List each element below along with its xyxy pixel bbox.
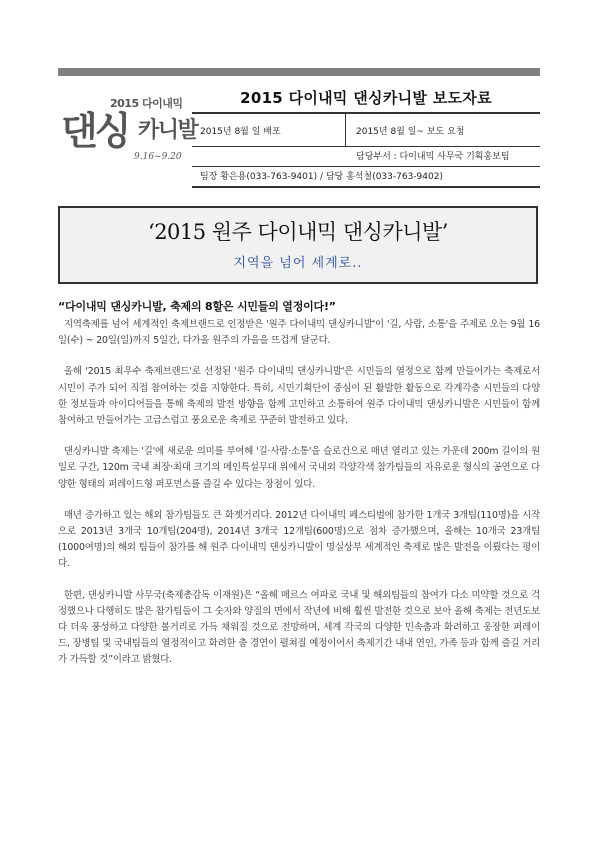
headline: “다이내믹 댄싱카니발, 축제의 8할은 시민들의 열정이다!” <box>58 300 336 313</box>
press-release-title: 2015 다이내믹 댄싱카니발 보도자료 <box>240 89 492 107</box>
logo-main-text: 댄싱 <box>61 108 129 153</box>
department: 담당부서 : 다이내믹 사무국 기획홍보팀 <box>356 152 510 162</box>
header-divider <box>192 166 540 167</box>
paragraph-gap <box>58 573 540 588</box>
paragraph: 지역축제를 넘어 세계적인 축제브랜드로 인정받은 '원주 다이내믹 댄싱카니발'이 '길, 사람, 소통'을 주제로 오는 9월 16일(수) ~ 20일(일)까지 5일간, 다가올 원주의 가을을 뜨겁게 달군다. <box>58 319 540 347</box>
header-top-bar <box>58 68 540 76</box>
paragraph-gap <box>58 429 540 444</box>
distribution-date: 2015년 8월 일 배포 <box>200 127 281 137</box>
subtitle: 지역을 넘어 세계로.. <box>233 256 363 271</box>
title-box <box>58 206 538 284</box>
contacts: 팀장 황은용(033-763-9401) / 담당 홍석철(033-763-9402) <box>200 172 443 182</box>
paragraph: 올해 '2015 최우수 축제브랜드'로 선정된 '원주 다이내믹 댄싱카니발'은 시민들의 열정으로 함께 만들어가는 축제로서 시민이 주가 되어 직접 참여하는 것을 지향한다. 특히, 시민기획단이 중심이 된 활발한 활동으로 각계각층 시민들의 다양한 정보들과 아이디어들을 통해 축제의 발전 방향을 함께 고민하고 소통하여 원주 다이내믹 댄싱카니발은 시민들이 함께 참여하고 만들어가는 고급스럽고 풍요로운 축제로 꾸준히 발전하고 있다. <box>58 366 540 427</box>
festival-logo <box>58 80 198 188</box>
header-divider <box>192 146 540 147</box>
article-body <box>58 299 540 669</box>
paragraph-gap <box>58 349 540 364</box>
logo-sub-text: 카니발 <box>138 117 198 143</box>
header-divider <box>192 186 540 188</box>
header-divider <box>192 112 540 114</box>
header-column-divider <box>345 114 346 146</box>
paragraph: 한편, 댄싱카니발 사무국(축제총감독 이재원)은 “올해 메르스 여파로 국내 및 해외팀들의 참여가 다소 미약할 것으로 걱정했으나 다행히도 많은 참가팀들이 그 숫자와 양질의 면에서 작년에 비해 훨씬 발전한 것으로 보아 올해 축제는 전년도보다 더욱 풍성하고 다양한 볼거리로 가득 채워질 것으로 전망하며, 세계 각국의 다양한 민속춤과 화려하고 웅장한 퍼레이드, 장병팀 및 국내팀들의 열정적이고 화려한 춤 경연이 펼쳐질 예정이어서 축제기간 내내 연인, 가족 등과 함께 즐길 거리가 가득할 것”이라고 밝혔다. <box>58 589 540 666</box>
paragraph: 댄싱카니발 축제는 '길'에 새로운 의미를 부여해 '길·사람·소통'을 슬로건으로 매년 열리고 있는 가운데 200m 길이의 원일로 구간, 120m 국내 최장·최대 크기의 메인특설무대 위에서 국내외 각양각색 참가팀들의 자유로운 형식의 공연으로 다양한 형태의 퍼레이드형 퍼포먼스를 즐길 수 있다는 장점이 있다. <box>58 446 540 490</box>
main-title: ‘2015 원주 다이내믹 댄싱카니발’ <box>148 220 448 244</box>
logo-year-text: 2015 다이내믹 <box>110 97 183 110</box>
embargo-date: 2015년 8월 일~ 보도 요청 <box>356 127 465 137</box>
paragraph: 매년 증가하고 있는 해외 참가팀들도 큰 화젯거리다. 2012년 다이내믹 페스티벌에 참가한 1개국 3개팀(110명)을 시작으로 2013년 3개국 10개팀(204명), 2014년 3개국 12개팀(600명)으로 점차 증가했으며, 올해는 10개국 23개팀(1000여명)의 해외 팀들이 참가를 해 원주 다이내믹 댄싱카니발이 명실상부 세계적인 축제로 많은 발전을 이뤘다는 평이다. <box>58 509 540 570</box>
paragraph-gap <box>58 493 540 508</box>
logo-dates: 9.16~9.20 <box>134 152 182 162</box>
